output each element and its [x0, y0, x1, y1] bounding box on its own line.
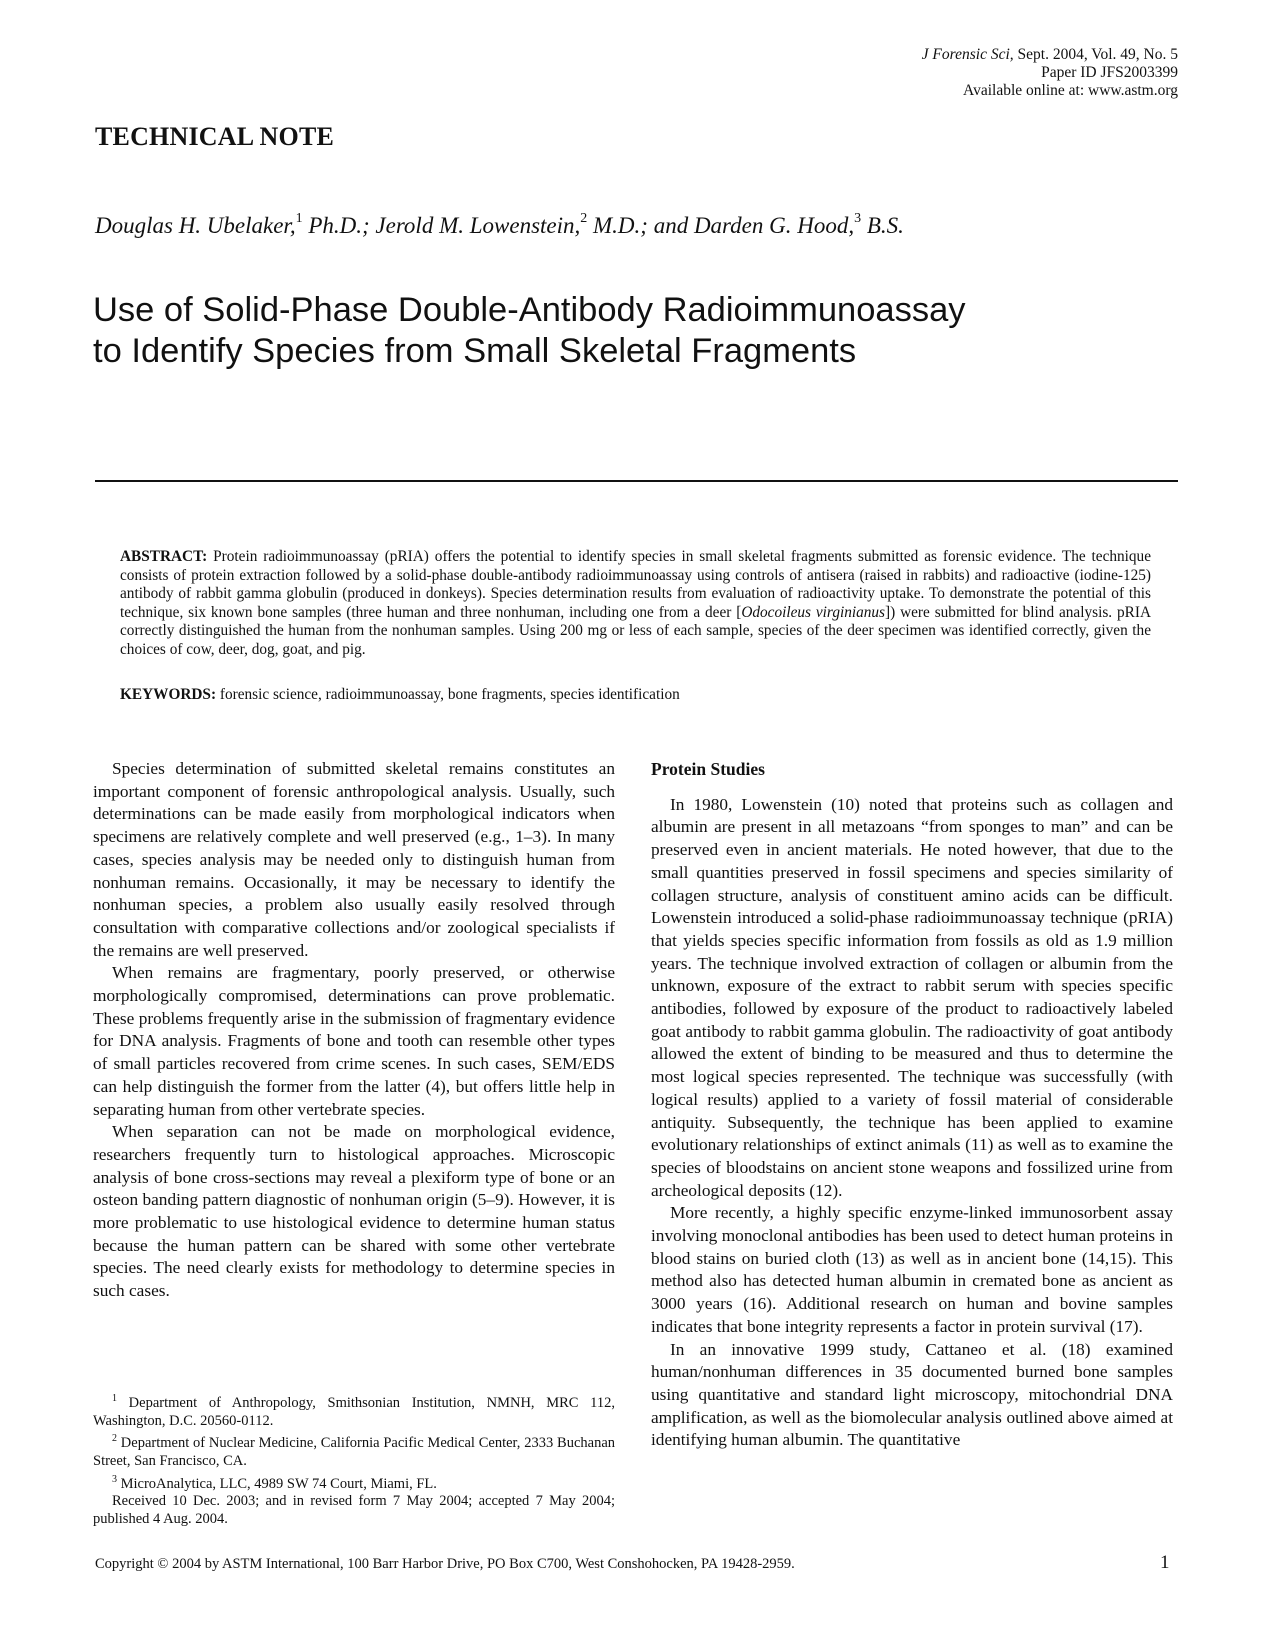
footnote — [93, 1471, 615, 1494]
footnotes — [93, 1390, 615, 1529]
affiliation-marker: 2 — [580, 211, 588, 227]
footnote-text: Department of Nuclear Medicine, California Pacific Medical Center, 2333 Buchanan Street, San Francisco, CA. — [93, 1435, 615, 1470]
footnote — [93, 1430, 615, 1470]
footnote — [93, 1390, 615, 1430]
page-number: 1 — [1160, 1552, 1170, 1573]
abstract-text: Protein radioimmunoassay (pRIA) offers the potential to identify species in small skeletal fragments submitted as forensic evidence. The technique consists of protein extraction followed by a solid-phase double-antibody radioimmunoassay using controls of antisera (raised in rabbits) and radioactive (iodine-125) antibody of rabbit gamma globulin (produced in donkeys). Species determination results from evaluation of radioactivity uptake. To demonstrate the potential of this technique, six known bone samples (three human and three nonhuman, including one from a deer [ — [120, 548, 1151, 621]
journal-name: J Forensic Sci, — [921, 46, 1014, 63]
keywords-text: forensic science, radioimmunoassay, bone fragments, species identification — [216, 686, 680, 703]
body-paragraph: In 1980, Lowenstein (10) noted that proteins such as collagen and albumin are present in all metazoans “from sponges to man” and can be preserved even in ancient materials. He noted however, that due to the small quantities preserved in fossil specimens and species similarity of collagen structure, analysis of constituent amino acids can be difficult. Lowenstein introduced a solid-phase radioimmunoassay technique (pRIA) that yields species specific information from fossils as old as 1.9 million years. The technique involved extraction of collagen or albumin from the unknown, exposure of the extract to rabbit serum with species specific antibodies, followed by exposure of the product to radioactively labeled goat antibody to rabbit gamma globulin. The radioactivity of goat antibody allowed the extent of binding to be measured and thus to determine the most logical species represented. The technique was successfully (with logical results) applied to a variety of fossil material of considerable antiquity. Subsequently, the technique has been applied to examine evolutionary relationships of extinct animals (11) as well as to examine the species of bloodstains on ancient stone weapons and fossilized urine from archeological deposits (12). — [651, 794, 1173, 1200]
footnote-marker: 1 — [112, 1393, 117, 1404]
body-paragraph: In an innovative 1999 study, Cattaneo et al. (18) examined human/nonhuman differences in 35 documented burned bone samples using quantitative and standard light microscopy, mitochondrial DNA amplification, as well as the biomolecular analysis outlined above aimed at identifying human albumin. The quantitative — [651, 1339, 1173, 1450]
footnote-text: Department of Anthropology, Smithsonian Institution, NMNH, MRC 112, Washington, D.C. 20560-0112. — [93, 1394, 615, 1429]
author-name: Douglas H. Ubelaker, — [95, 213, 296, 238]
body-paragraph: When separation can not be made on morphological evidence, researchers frequently turn to histological approaches. Microscopic analysis of bone cross-sections may reveal a plexiform type of bone or an osteon banding pattern diagnostic of nonhuman origin (5–9). However, it is more problematic to use histological evidence to determine human status because the human pattern can be shared with some other vertebrate species. The need clearly exists for methodology to determine species in such cases. — [93, 1122, 615, 1301]
section-heading: Protein Studies — [651, 759, 765, 779]
author-name: M.D.; and Darden G. Hood, — [587, 213, 855, 238]
body-paragraph: When remains are fragmentary, poorly preserved, or otherwise morphologically compromised, determinations can prove problematic. These problems frequently arise in the submission of fragmentary evidence for DNA analysis. Fragments of bone and tooth can resemble other types of small particles recovered from crime scenes. In such cases, SEM/EDS can help distinguish the former from the latter (4), but offers little help in separating human from other vertebrate species. — [93, 963, 615, 1119]
keywords-label: KEYWORDS: — [120, 686, 217, 703]
journal-header — [922, 46, 1178, 100]
abstract-text: ]) were submitted for blind analysis. pRIA correctly distinguished the human from the nonhuman samples. Using 200 mg or less of each sample, species of the deer specimen was identified correctly, given the choices of cow, deer, dog, goat, and pig. — [120, 603, 1151, 658]
abstract — [120, 548, 1151, 659]
journal-issue: Sept. 2004, Vol. 49, No. 5 — [1013, 46, 1178, 63]
paper-id: Paper ID JFS2003399 — [1041, 64, 1178, 81]
body-paragraph: Species determination of submitted skeletal remains constitutes an important component of forensic anthropological analysis. Usually, such determinations can be made easily from morphological indicators when specimens are relatively complete and well preserved (e.g., 1–3). In many cases, species analysis may be needed only to distinguish human from nonhuman remains. Occasionally, it may be necessary to identify the nonhuman species, a problem also usually easily resolved through consultation with comparative collections and/or zoological specialists if the remains are well preserved. — [93, 759, 615, 960]
received-dates: Received 10 Dec. 2003; and in revised form 7 May 2004; accepted 7 May 2004; published 4 Aug. 2004. — [93, 1493, 615, 1528]
author-degree: B.S. — [861, 213, 904, 238]
copyright-notice: Copyright © 2004 by ASTM International, 100 Barr Harbor Drive, PO Box C700, West Conshohocken, PA 19428-2959. — [95, 1556, 795, 1572]
abstract-label: ABSTRACT: — [120, 548, 208, 565]
section-label: TECHNICAL NOTE — [95, 122, 335, 151]
affiliation-marker: 3 — [854, 211, 862, 227]
species-name: Odocoileus virginianus — [741, 603, 886, 621]
author-line — [95, 213, 904, 239]
footnote-marker: 2 — [112, 1433, 117, 1445]
affiliation-marker: 1 — [295, 211, 303, 227]
footnote-text: MicroAnalytica, LLC, 4989 SW 74 Court, Miami, FL. — [117, 1475, 437, 1492]
body-paragraph: More recently, a highly specific enzyme-linked immunosorbent assay involving monoclonal antibodies has been used to detect human proteins in blood stains on buried cloth (13) as well as in ancient bone (14,15). This method also has detected human albumin in cremated bone as ancient as 3000 years (16). Additional research on human and bovine samples indicates that bone integrity represents a factor in protein survival (17). — [651, 1203, 1173, 1336]
left-column — [93, 758, 615, 1303]
journal-citation — [922, 46, 1178, 64]
online-availability: Available online at: www.astm.org — [963, 82, 1178, 99]
keywords — [120, 686, 680, 704]
paper-title: Use of Solid-Phase Double-Antibody Radioimmunoassay to Identify Species from Small Skeletal Fragments — [93, 291, 966, 370]
right-column — [651, 758, 1173, 1452]
author-name: Ph.D.; Jerold M. Lowenstein, — [302, 213, 581, 238]
footnote-marker: 3 — [112, 1473, 117, 1485]
title-divider — [95, 480, 1178, 482]
